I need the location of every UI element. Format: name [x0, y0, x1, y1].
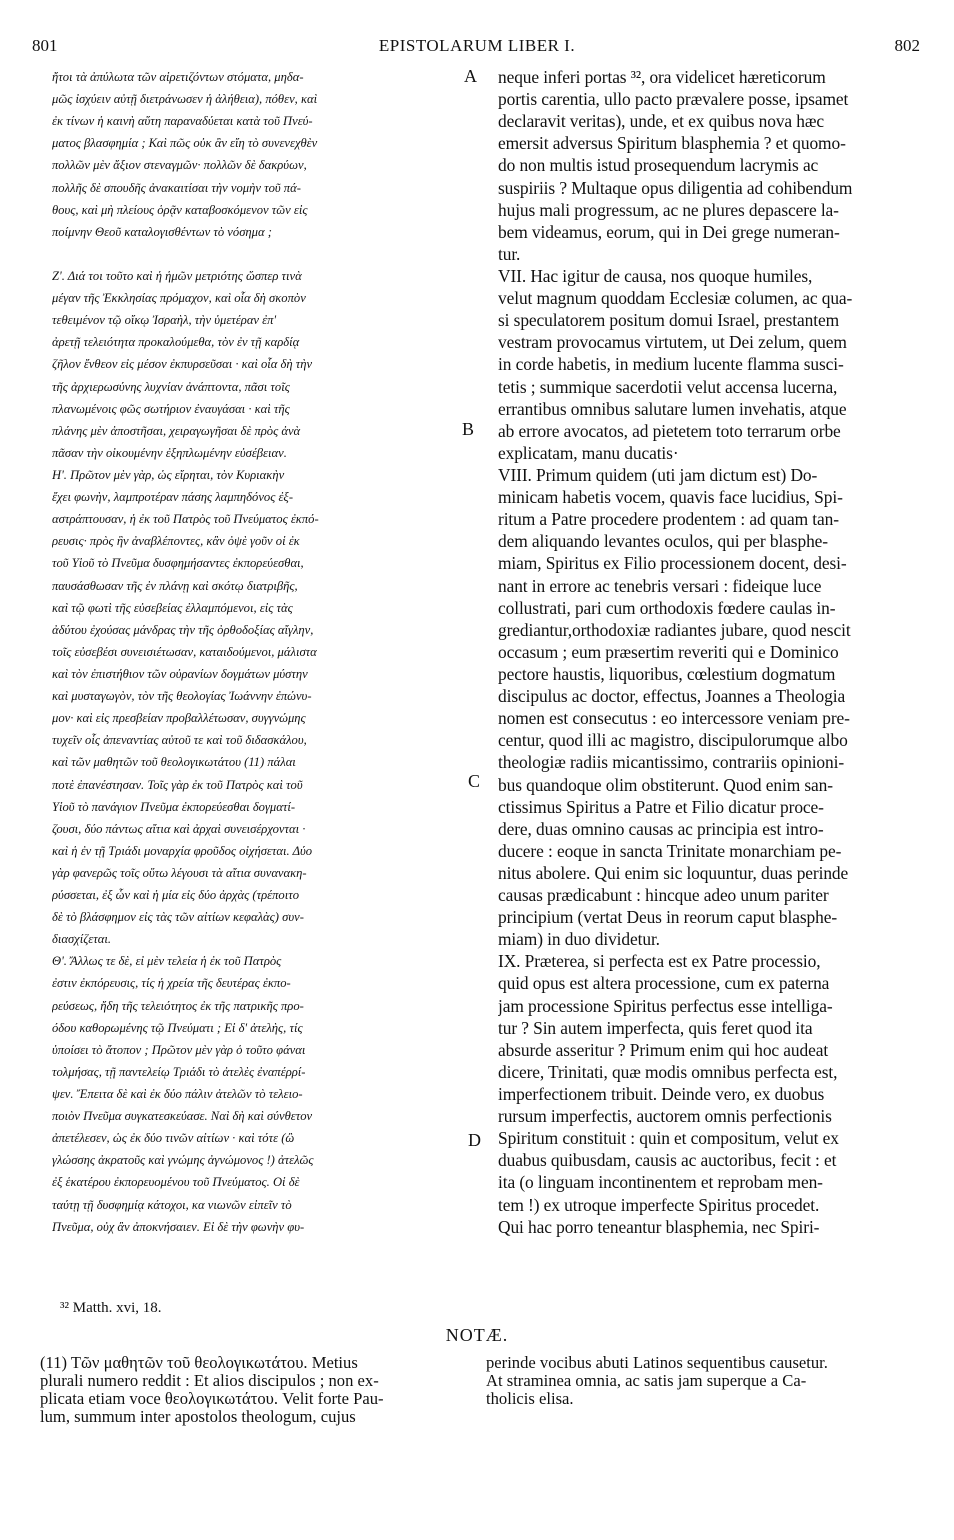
- greek-text-line: ματος βλασφημία ; Καὶ πῶς οὐκ ἂν εἴη τὸ συνενεχθὲν: [52, 136, 318, 151]
- latin-text-line: VII. Hac igitur de causa, nos quoque humiles,: [498, 265, 813, 286]
- latin-text-line: bus quandoque olim obstiterunt. Quod enim san-: [498, 774, 833, 795]
- latin-text-line: grediantur,orthodoxiæ radiantes jubare, quod nescit: [498, 619, 851, 640]
- latin-text-line: jam processione Spiritus perfectus esse intelliga-: [498, 995, 833, 1016]
- running-title: EPISTOLARUM LIBER I.: [378, 36, 576, 55]
- latin-text-line: Spiritum constituit : quin et compositum, velut ex: [498, 1128, 839, 1149]
- latin-text-line: imperfectionem tribuit. Deinde vero, ex duobus: [498, 1084, 825, 1105]
- greek-text-line: μον· καὶ εἰς πρεσβείαν προβαλλέτωσαν, συγγνώμης: [52, 711, 306, 726]
- latin-text-line: occasum ; eum præsertim reveriti qui e Dominico: [498, 641, 839, 662]
- greek-text-line: ἤτοι τὰ ἀπύλωτα τῶν αἱρετιζόντων στόματα, μηδα-: [52, 70, 304, 84]
- latin-text-line: hujus mali progressum, ac ne plures depascere la-: [498, 199, 839, 220]
- greek-text-line: ζουσι, δύο πάντως αἴτια καὶ ἀρχαὶ συνεισέρχονται ·: [52, 821, 306, 836]
- greek-text-line: καὶ ἡ ἐν τῇ Τριάδι μοναρχία φροῦδος οἰχήσεται. Δύο: [52, 843, 313, 858]
- latin-text-line: rursum imperfectis, auctorem omnis perfectionis: [498, 1106, 832, 1127]
- greek-text-line: καὶ τὸν ἐπιστήθιον τῶν οὐρανίων δογμάτων μύστην: [52, 666, 308, 681]
- latin-text-line: tur ? Sin autem imperfecta, quis feret quod ita: [498, 1017, 813, 1038]
- greek-text-line: ἀρετῇ τελειότητα προκαλούμεθα, τὸν ἐν τῇ καρδίᾳ: [52, 335, 300, 350]
- latin-text-line: theologiæ radiis micantissimo, contrariis opinioni-: [498, 752, 845, 773]
- greek-text-line: ἐστιν ἐκπόρευσις, τίς ἡ χρεία τῆς δευτέρας ἐκπο-: [52, 976, 291, 991]
- greek-column: [52, 66, 460, 1238]
- latin-text-line: dere, duas omnino causas ac principia est intro-: [498, 818, 824, 839]
- greek-text-line: τοῖς εὐσεβέσι συνεισιέτωσαν, καταιδούμενοι, μάλιστα: [52, 644, 317, 659]
- latin-text-line: ritum a Patre procedere prodentem : ad quam tan-: [498, 509, 839, 530]
- margin-marker-b: B: [462, 419, 475, 439]
- latin-text-line: si speculatorem positum domui Israel, prestantem: [498, 310, 840, 331]
- latin-text-line: ab errore avocatos, ad pietetem toto terrarum orbe: [498, 420, 841, 441]
- latin-text-line: dicere, Trinitati, quæ modis omnibus perfecta est,: [498, 1061, 838, 1082]
- latin-text-line: tetis ; summique sacerdotii velut accensa lucerna,: [498, 376, 838, 397]
- latin-text-line: miam, Spiritus ex Filio processionem docent, desi-: [498, 553, 847, 574]
- latin-text-line: minicam habetis vocem, quavis face lucidius, Spi-: [498, 487, 843, 508]
- greek-text-line: ποίμνην Θεοῦ καταλογισθέντων τὸ νόσημα ;: [52, 224, 272, 239]
- latin-text-line: centur, quod illi ac magistro, discipulorumque albo: [498, 730, 848, 751]
- latin-text-line: explicatam, manu ducatis·: [498, 442, 679, 463]
- latin-text-line: pectore haustis, liquoribus, cœlestium dogmatum: [498, 663, 836, 684]
- latin-text-line: IX. Præterea, si perfecta est ex Patre processio,: [498, 951, 821, 972]
- greek-text-line: ἐκ τίνων ἡ καινὴ αὕτη παραναδύεται κατὰ τοῦ Πνεύ-: [52, 114, 313, 129]
- greek-text-line: όδου καθορωμένης τῷ Πνεύματι ; Εἰ δ' ἀτελὴς, τίς: [52, 1020, 303, 1035]
- latin-text-line: vestram provocamus virtutem, ut Dei zelum, quem: [498, 332, 847, 353]
- greek-text-line: θους, καὶ μὴ πλείους ὁρᾷν καταβοσκόμενον τῶν εἰς: [52, 202, 308, 217]
- latin-text-line: tur.: [498, 243, 521, 264]
- greek-text-line: καὶ μυσταγωγὸν, τὸν τῆς θεολογίας Ἰωάννην ἐπώνυ-: [52, 689, 312, 704]
- margin-marker-d: D: [468, 1130, 481, 1150]
- greek-text-line: ἀπετέλεσεν, ὡς ἐκ δύο τινῶν αἰτίων · καὶ τότε (ὢ: [52, 1131, 295, 1146]
- page-number-right: 802: [894, 36, 920, 55]
- latin-text-line: discipulus ac doctor, effectus, Joannes a Theologia: [498, 686, 846, 707]
- notes-left-column: [40, 1354, 470, 1426]
- greek-text-line: ἀδύτου ἐχούσας μάνδρας τὴν τῆς ὀρθοδοξίας αἴγλην,: [52, 622, 314, 637]
- latin-text-line: suspiriis ? Multaque opus diligentia ad cohibendum: [498, 177, 853, 198]
- greek-text-line: [52, 243, 460, 265]
- greek-text-line: Ζ'. Διά τοι τοῦτο καὶ ἡ ἡμῶν μετριότης ὥσπερ τινὰ: [52, 268, 302, 283]
- note-line: (11) Τῶν μαθητῶν τοῦ θεολογικωτάτου. Metius: [40, 1354, 358, 1372]
- greek-text-line: ρεύσεως, ἤδη τῆς τελειότητος ἐκ τῆς πατρικῆς προ-: [52, 998, 304, 1013]
- latin-text-line: collustrati, pari cum orthodoxis fœdere caulas in-: [498, 597, 836, 618]
- margin-marker-c: C: [468, 771, 481, 791]
- latin-text-line: absurde asseritur ? Primum enim qui hoc audeat: [498, 1039, 829, 1060]
- greek-text-line: Η'. Πρῶτον μὲν γὰρ, ὡς εἴρηται, τὸν Κυριακὴν: [52, 467, 285, 482]
- greek-text-line: ζῆλον ἔνθεον εἰς μέσον ἐκπυρσεῦσαι · καὶ οἷα δὴ τὴν: [52, 357, 313, 372]
- latin-text-line: causas prædicabunt : hincque adeo unum pariter: [498, 885, 829, 906]
- latin-text-line: bem videamus, eorum, qui in Dei grege numeran-: [498, 221, 840, 242]
- greek-text-line: ψεν. Ἔπειτα δὲ καὶ ἐκ δύο πάλιν ἀτελῶν τὸ τελειο-: [52, 1087, 303, 1102]
- latin-text-line: portis carentia, ullo pacto prævalere posse, ipsamet: [498, 89, 849, 110]
- greek-text-line: διασχίζεται.: [52, 932, 112, 947]
- greek-text-line: τολμήσας, τῇ παντελείῳ Τριάδι τὸ ἀτελὲς ἐναπέρρί-: [52, 1064, 306, 1079]
- latin-text-line: errantibus omnibus salutare lumen invehatis, atque: [498, 398, 847, 419]
- greek-text-line: ποιὸν Πνεῦμα συγκατεσκεύασε. Ναὶ δὴ καὶ σύνθετον: [52, 1109, 313, 1124]
- latin-text-line: emersit adversus Spiritum blasphemia ? et quomo-: [498, 133, 846, 154]
- greek-text-line: ὑποίσει τὸ ἄτοπον ; Πρῶτον μὲν γὰρ ὁ τοῦτο φάναι: [52, 1042, 306, 1057]
- greek-text-line: τυχεῖν οἷς ἀπεναντίας αὐτοῦ τε καὶ τοῦ διδασκάλου,: [52, 733, 307, 748]
- latin-text-line: quid opus est altera processione, cum ex paterna: [498, 973, 830, 994]
- greek-text-line: πᾶσαν τὴν οἰκουμένην ἐξηπλωμένην εὐσέβειαν.: [52, 445, 287, 460]
- latin-text-line: do non multis istud prosequendum lacrymis ac: [498, 155, 819, 176]
- page-number-left: 801: [32, 36, 58, 55]
- greek-text-line: Υἱοῦ τὸ πανάγιον Πνεῦμα ἐκπορεύεσθαι δογματί-: [52, 799, 296, 814]
- latin-text-line: tem !) ex utroque imperfecte Spiritus procedet.: [498, 1194, 820, 1215]
- footnote: ³² Matth. xvi, 18.: [60, 1300, 162, 1316]
- greek-text-line: ἐξ ἑκατέρου ἐκπορευομένου τοῦ Πνεύματος. Οἱ δὲ: [52, 1175, 300, 1190]
- greek-text-line: ρευσις· πρὸς ἣν ἀναβλέποντες, κἂν ὀψὲ γοῦν οἱ ἐκ: [52, 534, 300, 549]
- greek-text-line: ἔχει φωνὴν, λαμπροτέραν πάσης λαμπηδόνος ἐξ-: [52, 490, 294, 505]
- note-line: perinde vocibus abuti Latinos sequentibus causetur.: [486, 1354, 828, 1372]
- note-line: At straminea omnia, ac satis jam superque a Ca-: [486, 1372, 807, 1390]
- greek-text-line: τῆς ἀρχιερωσύνης λυχνίαν ἀνάπτοντα, πᾶσι τοῖς: [52, 379, 290, 394]
- latin-column: [498, 66, 918, 1238]
- greek-text-line: γλώσσης ἀκρατοῦς καὶ γνώμης ἀγνώμονος !) ἀτελῶς: [52, 1153, 314, 1168]
- notes-title: NOTÆ.: [445, 1325, 509, 1345]
- page-header: [0, 36, 954, 66]
- note-line: lum, summum inter apostolos theologum, cujus: [40, 1408, 356, 1426]
- margin-marker-a: A: [464, 66, 477, 86]
- latin-text-line: ducere : eoque in sancta Trinitate monarchiam pe-: [498, 840, 842, 861]
- latin-text-line: nant in errore ac tenebris versari : fideique luce: [498, 575, 822, 596]
- greek-text-line: ποτὲ ἐπανέστησαν. Τοῖς γὰρ ἐκ τοῦ Πατρὸς καὶ τοῦ: [52, 777, 303, 792]
- greek-text-line: ταύτῃ τῇ δυσφημίᾳ κάτοχοι, κα νιωνῶν εἰπεῖν τὸ: [52, 1197, 292, 1212]
- greek-text-line: ρύσσεται, ἐξ ὧν καὶ ἡ μία εἰς δύο ἀρχὰς (τρέποιτο: [52, 888, 300, 903]
- greek-text-line: μέγαν τῆς Ἐκκλησίας πρόμαχον, καὶ οἷα δὴ σκοπὸν: [52, 291, 306, 306]
- note-line: plurali numero reddit : Et alios discipulos ; non ex-: [40, 1372, 379, 1390]
- latin-text-line: ctissimus Spiritus a Patre et Filio dicatur proce-: [498, 796, 824, 817]
- latin-text-line: ita (o linguam incontinentem et reprobam men-: [498, 1172, 823, 1193]
- notes-right-column: [486, 1354, 916, 1408]
- greek-text-line: πλάνης μὲν ἀποστῆσαι, χειραγωγῆσαι δὲ πρὸς ἀνὰ: [52, 423, 301, 438]
- latin-text-line: velut magnum quoddam Ecclesiæ columen, ac qua-: [498, 288, 853, 309]
- greek-text-line: Θ'. Ἄλλως τε δὲ, εἰ μὲν τελεία ἡ ἐκ τοῦ Πατρὸς: [52, 954, 282, 969]
- latin-text-line: declaravit veritas), unde, et ex quibus nova hæc: [498, 111, 824, 132]
- note-line: plicata etiam voce θεολογικωτάτου. Velit forte Pau-: [40, 1390, 384, 1408]
- latin-text-line: in corde habetis, in medium lucente flamma susci-: [498, 354, 844, 375]
- greek-text-line: Πνεῦμα, οὐχ ἂν ἀποκνήσαιεν. Εἰ δὲ τὴν φωνὴν φυ-: [52, 1219, 305, 1234]
- greek-text-line: τεθειμένον τῷ οἴκῳ Ἰσραὴλ, τὴν ὑμετέραν ἐπ': [52, 313, 277, 328]
- greek-text-line: πολλῆς δὲ σπουδῆς ἀνακαιτίσαι τὴν νομὴν τοῦ πά-: [52, 180, 301, 195]
- latin-text-line: nitus abolere. Qui enim sic loquuntur, duas perinde: [498, 862, 849, 883]
- greek-text-line: πολλῶν μὲν ἄξιον στεναγμῶν· πολλῶν δὲ δακρύων,: [52, 158, 307, 173]
- note-line: tholicis elisa.: [486, 1390, 574, 1408]
- latin-text-line: VIII. Primum quidem (uti jam dictum est) Do-: [498, 464, 818, 485]
- greek-text-line: τοῦ Υἱοῦ τὸ Πνεῦμα δυσφημήσαντες ἐκπορεύεσθαι,: [52, 556, 304, 571]
- greek-text-line: δὲ τὸ βλάσφημον εἰς τὰς τῶν αἰτίων κεφαλὰς) συν-: [52, 910, 304, 925]
- greek-text-line: πλανωμένοις φῶς σωτήριον ἐναυγάσαι · καὶ τῆς: [52, 401, 290, 416]
- latin-text-line: miam) in duo dividetur.: [498, 929, 660, 950]
- greek-text-line: γὰρ φανερῶς τοῖς οὕτω λέγουσι τὰ αἴτια συνανακη-: [52, 865, 307, 880]
- greek-text-line: μῶς ἰσχύειν αὐτῇ διετράνωσεν ἡ ἀλήθεια), πόθεν, καὶ: [52, 92, 318, 107]
- greek-text-line: καὶ τῷ φωτὶ τῆς εὐσεβείας ἐλλαμπόμενοι, εἰς τὰς: [52, 600, 293, 615]
- latin-text-line: Qui hac porro teneantur blasphemia, nec Spiri-: [498, 1216, 820, 1237]
- latin-text-line: nomen est consecutus : eo intercessore veniam pre-: [498, 708, 850, 729]
- latin-text-line: principium (vertat Deus in reorum caput blasphe-: [498, 907, 838, 928]
- greek-text-line: καὶ τῶν μαθητῶν τοῦ θεολογικωτάτου (11) πάλαι: [52, 755, 296, 770]
- latin-text-line: duabus quibusdam, causis ac auctoribus, fecit : et: [498, 1150, 837, 1171]
- greek-text-line: αστράπτουσαν, ἡ ἐκ τοῦ Πατρὸς τοῦ Πνεύματος ἐκπό-: [52, 512, 319, 527]
- greek-text-line: παυσάσθωσαν τῆς ἐν πλάνῃ καὶ σκότῳ διατριβῆς,: [52, 578, 298, 593]
- latin-text-line: dem aliquando levantes oculos, qui per blasphe-: [498, 531, 828, 552]
- latin-text-line: neque inferi portas ³², ora videlicet hæreticorum: [498, 67, 826, 87]
